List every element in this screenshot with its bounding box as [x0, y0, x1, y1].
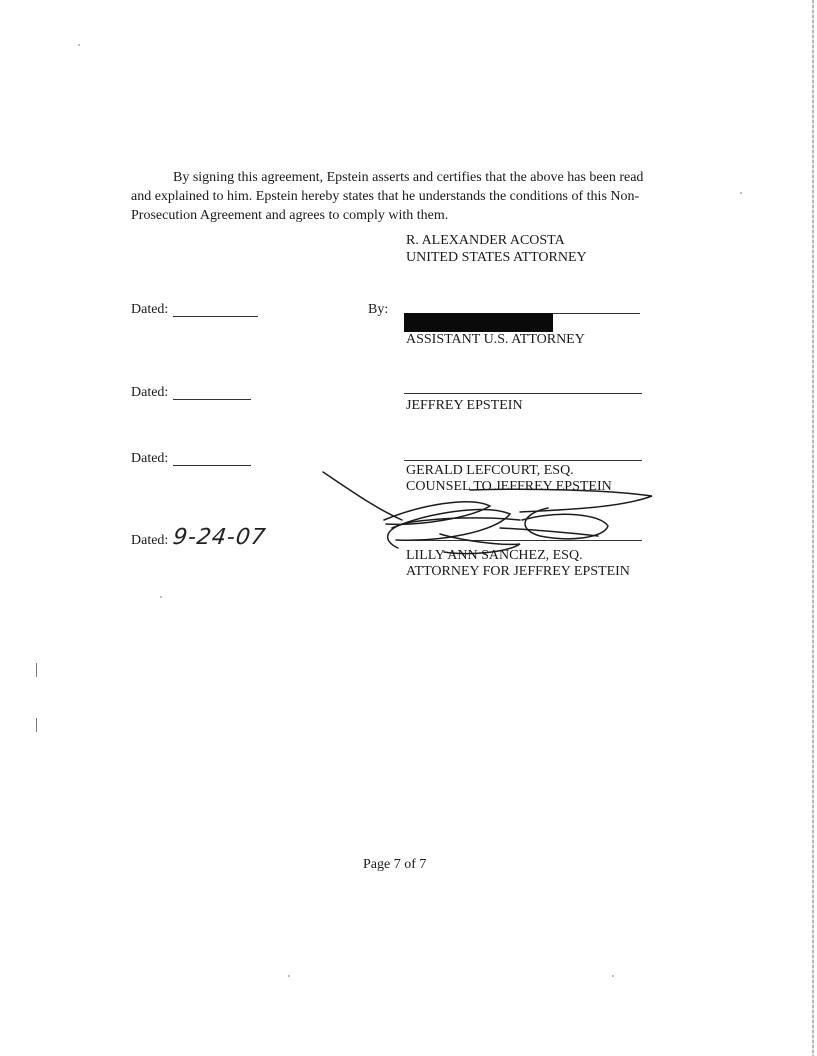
signer-title: ATTORNEY FOR JEFFREY EPSTEIN: [406, 564, 630, 579]
signer-title: ASSISTANT U.S. ATTORNEY: [406, 332, 585, 347]
signer-name: LILLY ANN SANCHEZ, ESQ.: [406, 548, 583, 563]
dated-label: Dated:: [131, 451, 169, 466]
signer-title: COUNSEL TO JEFFREY EPSTEIN: [406, 479, 612, 494]
us-attorney-title: UNITED STATES ATTORNEY: [406, 250, 587, 265]
dated-label: Dated:: [131, 302, 169, 317]
signer-name: GERALD LEFCOURT, ESQ.: [406, 463, 574, 478]
signer-title: JEFFREY EPSTEIN: [406, 398, 523, 413]
handwritten-date: 9-24-07: [171, 525, 268, 550]
paragraph-line: By signing this agreement, Epstein asserts and certifies that the above has been read: [173, 170, 644, 185]
dated-label: Dated:: [131, 385, 169, 400]
page-number: Page 7 of 7: [363, 857, 427, 872]
us-attorney-name: R. ALEXANDER ACOSTA: [406, 233, 565, 248]
by-label: By:: [368, 302, 389, 317]
paragraph-line: and explained to him. Epstein hereby states that he understands the conditions of this Non-: [131, 189, 640, 204]
dated-label: Dated:: [131, 533, 169, 548]
paragraph-line: Prosecution Agreement and agrees to comply with them.: [131, 208, 449, 223]
